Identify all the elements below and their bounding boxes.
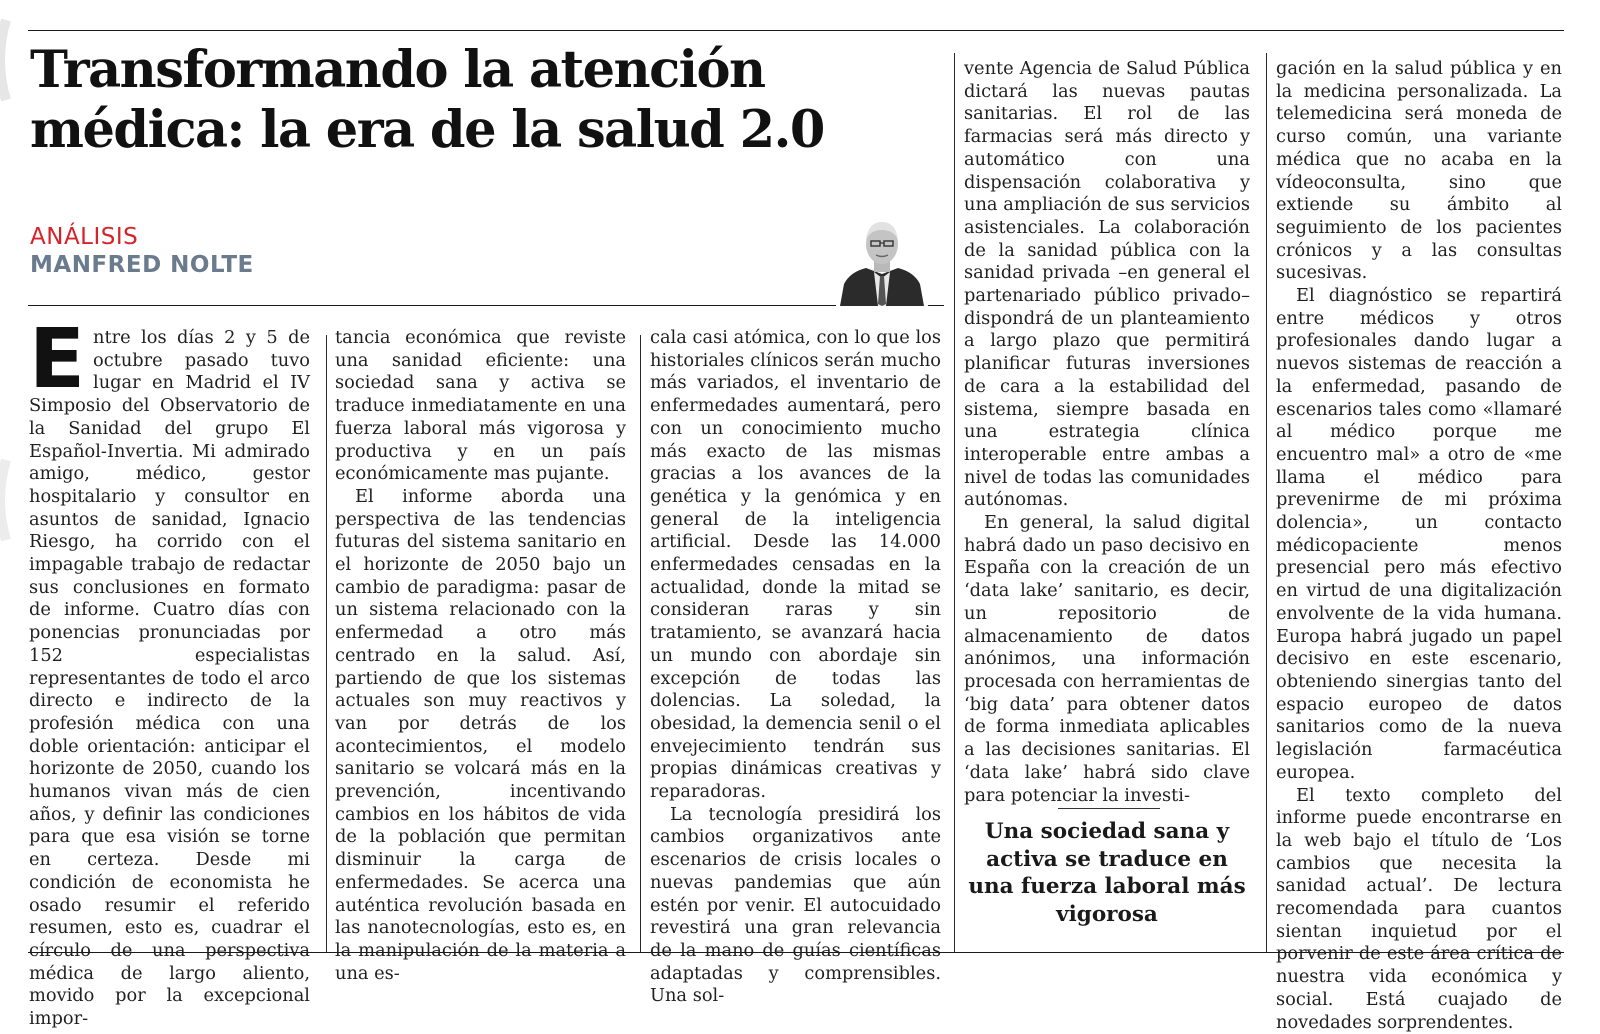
section-label: ANÁLISIS <box>30 224 138 250</box>
paragraph-text: ntre los días 2 y 5 de octubre pasado tuvo lugar en Madrid el IV Simposio del Observatorio de la Sanidad del grupo El Español-Invertia. Mi admirado amigo, médico, gestor hospitalario y consultor en asuntos de sanidad, Ignacio Riesgo, ha corrido con el impagable trabajo de redactar sus conclusiones en formato de informe. Cuatro días con ponencias pronunciadas por 152 especialistas representantes de todo el arco directo e indirecto de la profesión médica con una doble orientación: anticipar el horizonte de 2050, cuando los humanos vivan más de cien años, y definir las condiciones para que esa visión se torne en certeza. Desde mi condición de economista he osado resumir el referido resumen, esto es, cuadrar el círculo de una perspectiva médica de largo aliento, movido por la excepcional impor- <box>29 327 310 1029</box>
article-paragraph: El texto completo del informe puede encontrarse en la web bajo el título de ‘Los cambios que necesita la sanidad actual’. De lectura recomendada para cuantos sientan inquietud por el porvenir de este área crítica de nuestra vida económica y social. Está cuajado de novedades sorprendentes. <box>1276 785 1562 1034</box>
article-paragraph: vente Agencia de Salud Pública dictará las nuevas pautas sanitarias. El rol de las farmacias será más directo y automático con una dispensación colaborativa y una ampliación de sus servicios asistenciales. La colaboración de la sanidad pública con la sanidad privada –en general el partenariado público privado– dispondrá de un planteamiento a largo plazo que permitirá planificar futuras inversiones de cara a la estabilidad del sistema, siempre basada en una estrategia clínica interoperable entre ambas a nivel de todas las comunidades autónomas. <box>964 58 1250 512</box>
top-rule <box>28 30 1564 31</box>
article-headline: Transformando la atención médica: la era de la salud 2.0 <box>30 40 910 160</box>
article-paragraph: tancia económica que reviste una sanidad eficiente: una sociedad sana y activa se traduce inmediatamente en una fuerza laboral más vigorosa y productiva y en un país económicamente mas pujante. <box>335 327 626 486</box>
article-column-5 <box>1276 58 1562 1034</box>
article-paragraph: La tecnología presidirá los cambios organizativos ante escenarios de crisis locales o nuevas pandemias que aún estén por venir. El autocuidado revestirá una gran relevancia de la mano de guías científicas adaptadas y comprensibles. Una sol- <box>650 804 941 1008</box>
article-paragraph: cala casi atómica, con lo que los historiales clínicos serán mucho más variados, el inventario de enfermedades aumentará, pero con un conocimiento mucho más exacto de las mismas gracias a los avances de la genética y la genómica y en general de la inteligencia artificial. Desde las 14.000 enfermedades censadas en la actualidad, donde la mitad se consideran raras y sin tratamiento, se avanzará hacia un mundo con abordaje sin excepción de todas las dolencias. La soledad, la obesidad, la demencia senil o el envejecimiento tendrán sus propias dinámicas creativas y reparadoras. <box>650 327 941 804</box>
article-paragraph: El diagnóstico se repartirá entre médicos y otros profesionales dando lugar a nuevos sistemas de reacción a la enfermedad, pasando de escenarios tales como «llamaré al médico porque me encuentro mal» a otro de «me llama el médico para prevenirme de mi próxima dolencia», un contacto médicopaciente menos presencial pero más efectivo en virtud de una digitalización envolvente de la vida humana. Europa habrá jugado un papel decisivo en este escenario, obteniendo sinergias tanto del espacio europeo de datos sanitarios como de la nueva legislación farmacéutica europea. <box>1276 285 1562 784</box>
author-byline: MANFRED NOLTE <box>30 252 254 278</box>
pull-quote: Una sociedad sana y activa se traduce en una fuerza laboral más vigorosa <box>966 818 1248 928</box>
author-portrait <box>836 214 928 306</box>
article-paragraph <box>29 327 310 1031</box>
drop-cap: E <box>29 329 85 391</box>
article-column-1 <box>29 327 310 1031</box>
column-divider-4 <box>1266 53 1267 952</box>
article-paragraph: gación en la salud pública y en la medicina personalizada. La telemedicina será moneda de curso común, una variante médica que no acaba en la vídeoconsulta, sino que extiende su ámbito al seguimiento de los pacientes crónicos y a las consultas sucesivas. <box>1276 58 1562 285</box>
article-column-3 <box>650 327 941 1008</box>
pull-quote-rule <box>1058 808 1160 809</box>
column-divider-1 <box>326 335 327 952</box>
article-paragraph: En general, la salud digital habrá dado un paso decisivo en España con la creación de un ‘data lake’ sanitario, es decir, un repositorio de almacenamiento de datos anónimos, una información procesada con herramientas de ‘big data’ para obtener datos de forma inmediata aplicables a las decisiones sanitarias. El ‘data lake’ habrá sido clave para potenciar la investi- <box>964 512 1250 807</box>
article-column-4 <box>964 58 1250 807</box>
column-divider-2 <box>640 335 641 952</box>
header-rule <box>28 305 944 306</box>
article-paragraph: El informe aborda una perspectiva de las tendencias futuras del sistema sanitario en el horizonte de 2050 bajo un cambio de paradigma: pasar de un sistema relacionado con la enfermedad a otro más centrado en la salud. Así, partiendo de que los sistemas actuales son muy reactivos y van por detrás de los acontecimientos, el modelo sanitario se volcará más en la prevención, incentivando cambios en los hábitos de vida de la población que permitan disminuir la carga de enfermedades. Se acerca una auténtica revolución basada en las nanotecnologías, esto es, en la manipulación de la materia a una es- <box>335 486 626 985</box>
article-column-2 <box>335 327 626 985</box>
column-divider-3 <box>954 53 955 952</box>
page-edge-decoration <box>0 0 14 972</box>
